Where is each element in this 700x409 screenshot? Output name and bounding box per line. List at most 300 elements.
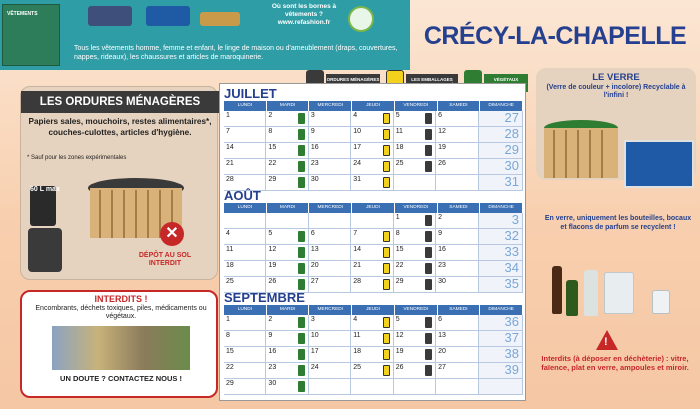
day-cell (309, 347, 351, 362)
interdits-text: Encombrants, déchets toxiques, piles, médicaments ou végétaux. (35, 305, 207, 320)
yellow-bin-icon (383, 333, 390, 344)
day-cell (394, 347, 436, 362)
day-cell (224, 315, 266, 330)
day-header: SAMEDI (438, 203, 481, 213)
day-number: 25 (353, 364, 362, 371)
day-cell (351, 261, 393, 276)
day-number: 11 (353, 332, 361, 339)
week-number (479, 143, 523, 158)
day-cell (309, 277, 351, 292)
day-number: 33 (504, 244, 519, 259)
week-number (479, 363, 523, 378)
green-bin-icon (298, 317, 305, 328)
black-bin-icon (425, 263, 432, 274)
day-cell (309, 261, 351, 276)
day-header: VENDREDI (395, 101, 438, 111)
day-cell (309, 229, 351, 244)
collection-calendar (219, 83, 526, 401)
day-number: 4 (226, 230, 230, 237)
day-cell (351, 331, 393, 346)
glass-bin-icon (624, 140, 694, 188)
yellow-bin-icon (383, 317, 390, 328)
day-number: 24 (310, 364, 319, 371)
bottle-icon (566, 280, 578, 316)
week-number (479, 175, 523, 190)
day-number: 8 (395, 230, 400, 237)
day-number: 19 (438, 144, 446, 151)
day-cell (351, 347, 393, 362)
day-cell (224, 213, 266, 228)
day-cell (351, 159, 393, 174)
day-cell (309, 363, 351, 378)
legend-vegetaux: VÉGÉTAUX (484, 74, 528, 92)
week-row (224, 229, 523, 245)
day-cell (351, 213, 393, 228)
day-cell (309, 315, 351, 330)
forbidden-cross-icon: ✕ (160, 222, 184, 246)
day-header: LUNDI (224, 305, 267, 315)
day-cell (394, 379, 436, 394)
day-number: 29 (268, 176, 277, 183)
day-number: 28 (353, 278, 362, 285)
day-cell (224, 143, 266, 158)
day-number: 28 (226, 176, 234, 183)
day-number: 22 (395, 262, 404, 269)
day-cell (394, 363, 436, 378)
day-cell (351, 111, 393, 126)
town-title: CRÉCY-LA-CHAPELLE (423, 22, 687, 50)
day-number: 22 (226, 364, 234, 371)
week-number (479, 127, 523, 142)
day-number: 2 (438, 214, 443, 221)
warning-mark: ! (604, 336, 608, 348)
day-cell (309, 111, 351, 126)
bottle-icon (552, 266, 562, 314)
day-header: VENDREDI (395, 305, 438, 315)
day-number: 20 (310, 262, 319, 269)
day-cell (436, 143, 478, 158)
day-cell (394, 213, 436, 228)
day-cell (309, 159, 351, 174)
day-number: 30 (310, 176, 319, 183)
day-number: 27 (504, 110, 519, 125)
day-number: 16 (268, 348, 277, 355)
green-bin-icon (298, 231, 305, 242)
interdits-panel (20, 290, 218, 398)
week-row (224, 127, 523, 143)
day-header: MERCREDI (309, 203, 352, 213)
day-number: 12 (395, 332, 404, 339)
shoes-icon (200, 12, 240, 26)
ordures-text: Papiers sales, mouchoirs, restes alimentaires*, couches-culottes, articles d'hygiène. (28, 117, 212, 137)
yellow-bin-icon (383, 113, 390, 124)
verre-title: LE VERRE (592, 72, 640, 83)
day-cell (266, 229, 308, 244)
day-cell (224, 111, 266, 126)
day-number: 10 (353, 128, 362, 135)
wheelie-bin-icon (28, 228, 62, 272)
day-header: DIMANCHE (480, 305, 523, 315)
yellow-bin-icon (383, 129, 390, 140)
day-header: MARDI (267, 305, 310, 315)
day-cell (309, 213, 351, 228)
day-cell (224, 379, 266, 394)
day-number: 27 (438, 364, 446, 371)
day-header: MERCREDI (309, 101, 352, 111)
day-number: 26 (268, 278, 277, 285)
interdits-title: INTERDITS ! (94, 294, 148, 304)
clothes-pile-icon (88, 6, 132, 26)
day-number: 16 (310, 144, 319, 151)
day-number: 10 (310, 332, 319, 339)
black-bin-icon (425, 279, 432, 290)
day-cell (266, 245, 308, 260)
jar-icon (604, 272, 634, 314)
day-cell (436, 159, 478, 174)
day-header-row (224, 305, 523, 315)
day-number: 26 (395, 364, 404, 371)
verre-subtitle: (Verre de couleur + incolore) Recyclable à l'infini ! (546, 84, 686, 99)
black-bin-icon (425, 129, 432, 140)
green-bin-icon (298, 333, 305, 344)
day-cell (436, 127, 478, 142)
day-cell (309, 245, 351, 260)
day-number: 15 (395, 246, 404, 253)
day-number: 30 (438, 278, 446, 285)
day-cell (351, 379, 393, 394)
day-cell (394, 245, 436, 260)
yellow-bin-icon (383, 263, 390, 274)
day-number: 13 (438, 332, 446, 339)
day-cell (266, 379, 308, 394)
day-cell (309, 331, 351, 346)
month-title: AOÛT (224, 188, 261, 203)
green-bin-icon (298, 113, 305, 124)
refashion-logo-icon (348, 6, 374, 32)
day-cell (224, 245, 266, 260)
week-number (479, 347, 523, 362)
ordures-title: LES ORDURES MÉNAGÈRES (21, 91, 219, 113)
day-number: 25 (226, 278, 234, 285)
day-cell (436, 245, 478, 260)
day-number: 2 (268, 316, 273, 323)
yellow-bin-icon (383, 145, 390, 156)
day-number: 12 (268, 246, 277, 253)
day-number: 39 (504, 362, 519, 377)
day-header: JEUDI (352, 203, 395, 213)
day-cell (394, 143, 436, 158)
day-number: 17 (310, 348, 319, 355)
day-number: 7 (353, 230, 358, 237)
day-number: 23 (310, 160, 319, 167)
day-cell (351, 277, 393, 292)
black-bin-icon (425, 215, 432, 226)
week-number (479, 315, 523, 330)
green-bin-icon (298, 145, 305, 156)
glass-container-icon (542, 120, 620, 182)
day-cell (436, 261, 478, 276)
day-number: 34 (504, 260, 519, 275)
day-cell (351, 127, 393, 142)
day-number: 5 (395, 112, 400, 119)
day-cell (436, 347, 478, 362)
day-header: SAMEDI (438, 101, 481, 111)
black-bin-icon (425, 365, 432, 376)
day-cell (266, 159, 308, 174)
day-cell (351, 245, 393, 260)
day-number: 22 (268, 160, 277, 167)
week-row (224, 261, 523, 277)
day-cell (436, 379, 478, 394)
day-number: 26 (438, 160, 446, 167)
week-row (224, 175, 523, 191)
week-number (479, 277, 523, 292)
jar-icon (584, 270, 598, 316)
week-row (224, 159, 523, 175)
day-number: 6 (438, 316, 443, 323)
day-cell (266, 347, 308, 362)
forbidden-items-image (52, 326, 190, 370)
day-number: 13 (310, 246, 319, 253)
day-cell (224, 347, 266, 362)
day-number: 19 (395, 348, 404, 355)
textile-info-text: Tous les vêtements homme, femme et enfant, le linge de maison ou d'ameublement (draps, couvertures, nappes, rideaux), les chaussures et articles de maroquinerie. (74, 45, 398, 61)
legend-ordures: ORDURES MÉNAGÈRES (326, 74, 380, 92)
day-number: 4 (353, 112, 358, 119)
week-row (224, 347, 523, 363)
yellow-bin-icon (383, 177, 390, 188)
yellow-bin-icon (383, 247, 390, 258)
week-row (224, 315, 523, 331)
day-number: 15 (226, 348, 234, 355)
day-cell (351, 175, 393, 190)
month-title: SEPTEMBRE (224, 290, 305, 305)
week-row (224, 213, 523, 229)
day-number: 6 (310, 230, 315, 237)
day-number: 11 (226, 246, 234, 253)
textiles-banner (0, 0, 410, 70)
day-number: 29 (226, 380, 234, 387)
day-number: 18 (226, 262, 234, 269)
black-bin-icon (425, 333, 432, 344)
legend-emballages: LES EMBALLAGES (406, 74, 458, 92)
day-cell (309, 127, 351, 142)
day-number: 30 (504, 158, 519, 173)
day-number: 23 (438, 262, 446, 269)
green-bin-icon (298, 349, 305, 360)
day-cell (436, 363, 478, 378)
day-number: 21 (353, 262, 362, 269)
day-cell (436, 277, 478, 292)
day-cell (351, 229, 393, 244)
day-header: DIMANCHE (480, 101, 523, 111)
day-number: 9 (268, 332, 273, 339)
yellow-bin-icon (383, 349, 390, 360)
day-cell (436, 229, 478, 244)
day-number: 24 (353, 160, 362, 167)
week-row (224, 363, 523, 379)
day-cell (436, 111, 478, 126)
day-header: LUNDI (224, 101, 267, 111)
day-number: 21 (226, 160, 234, 167)
clothing-bin-label: VÊTEMENTS (7, 11, 38, 17)
day-number: 4 (353, 316, 358, 323)
verre-interdits-text: Interdits (à déposer en déchèterie) : vitre, faïence, plat en verre, ampoules et miroir. (541, 354, 689, 372)
week-number (479, 111, 523, 126)
ordures-note: * Sauf pour les zones expérimentales (27, 155, 127, 161)
black-bin-icon (425, 247, 432, 258)
day-cell (224, 261, 266, 276)
day-cell (266, 261, 308, 276)
day-number: 7 (226, 128, 230, 135)
day-cell (266, 111, 308, 126)
day-header: MARDI (267, 203, 310, 213)
day-number: 27 (310, 278, 319, 285)
month-grid (224, 213, 523, 293)
day-cell (266, 331, 308, 346)
week-number (479, 229, 523, 244)
day-number: 17 (353, 144, 362, 151)
day-cell (394, 159, 436, 174)
day-number: 5 (395, 316, 400, 323)
day-number: 14 (226, 144, 234, 151)
day-cell (224, 229, 266, 244)
day-cell (309, 379, 351, 394)
towels-icon (146, 6, 190, 26)
perfume-bottle-icon (652, 290, 670, 314)
day-cell (266, 213, 308, 228)
day-cell (266, 143, 308, 158)
yellow-bin-icon (383, 365, 390, 376)
day-cell (394, 315, 436, 330)
day-cell (224, 127, 266, 142)
day-cell (224, 331, 266, 346)
black-bin-icon (425, 113, 432, 124)
day-number: 36 (504, 314, 519, 329)
day-number: 3 (310, 112, 315, 119)
day-number: 23 (268, 364, 277, 371)
day-number: 18 (353, 348, 362, 355)
week-number (479, 213, 523, 228)
week-number (479, 159, 523, 174)
day-header: LUNDI (224, 203, 267, 213)
yellow-bin-icon (383, 279, 390, 290)
verre-text: En verre, uniquement les bouteilles, bocaux et flacons de parfum se recyclent ! (544, 215, 692, 231)
day-number: 3 (511, 212, 519, 227)
green-bin-icon (298, 177, 305, 188)
black-bin-icon (425, 145, 432, 156)
day-cell (394, 277, 436, 292)
day-cell (394, 175, 436, 190)
day-header-row (224, 203, 523, 213)
day-cell (266, 127, 308, 142)
week-row (224, 111, 523, 127)
day-number: 1 (226, 316, 230, 323)
week-number (479, 261, 523, 276)
day-number: 8 (226, 332, 230, 339)
day-cell (394, 229, 436, 244)
day-cell (351, 315, 393, 330)
day-header-row (224, 101, 523, 111)
bin-capacity-label: 60 L max (30, 186, 60, 193)
day-cell (436, 213, 478, 228)
day-header: JEUDI (352, 305, 395, 315)
day-number: 5 (268, 230, 273, 237)
week-row (224, 379, 523, 395)
day-number: 2 (268, 112, 273, 119)
black-bin-icon (425, 349, 432, 360)
day-number: 9 (310, 128, 315, 135)
day-cell (394, 127, 436, 142)
month-title: JUILLET (224, 86, 277, 101)
day-number: 35 (504, 276, 519, 291)
week-row (224, 331, 523, 347)
day-number: 32 (504, 228, 519, 243)
green-bin-icon (298, 129, 305, 140)
day-cell (394, 261, 436, 276)
week-row (224, 143, 523, 159)
day-number: 16 (438, 246, 446, 253)
day-cell (394, 331, 436, 346)
day-cell (351, 363, 393, 378)
day-number: 28 (504, 126, 519, 141)
day-number: 38 (504, 346, 519, 361)
green-bin-icon (298, 247, 305, 258)
day-number: 11 (395, 128, 403, 135)
day-number: 37 (504, 330, 519, 345)
day-cell (224, 363, 266, 378)
day-cell (266, 363, 308, 378)
day-number: 30 (268, 380, 277, 387)
green-bin-icon (298, 381, 305, 392)
day-cell (394, 111, 436, 126)
day-header: MERCREDI (309, 305, 352, 315)
day-number: 29 (395, 278, 404, 285)
day-header: DIMANCHE (480, 203, 523, 213)
yellow-bin-icon (383, 161, 390, 172)
day-number: 25 (395, 160, 404, 167)
day-number: 8 (268, 128, 273, 135)
day-number: 1 (226, 112, 230, 119)
day-cell (436, 315, 478, 330)
day-header: VENDREDI (395, 203, 438, 213)
day-number: 14 (353, 246, 362, 253)
day-number: 1 (395, 214, 400, 221)
day-number: 3 (310, 316, 315, 323)
day-number: 15 (268, 144, 277, 151)
day-cell (351, 143, 393, 158)
week-number (479, 245, 523, 260)
textile-locations-text: Où sont les bornes à vêtements ? www.refashion.fr (271, 3, 337, 26)
black-bin-icon (425, 231, 432, 242)
day-cell (309, 143, 351, 158)
month-grid (224, 111, 523, 191)
green-bin-icon (298, 263, 305, 274)
yellow-bin-icon (383, 231, 390, 242)
day-header: JEUDI (352, 101, 395, 111)
week-number (479, 331, 523, 346)
day-number: 18 (395, 144, 404, 151)
day-number: 9 (438, 230, 443, 237)
green-bin-icon (298, 279, 305, 290)
day-number: 19 (268, 262, 277, 269)
green-bin-icon (298, 365, 305, 376)
clothing-bin-image (2, 4, 60, 66)
week-number (479, 379, 523, 394)
week-row (224, 245, 523, 261)
black-bin-icon (425, 317, 432, 328)
green-bin-icon (298, 161, 305, 172)
